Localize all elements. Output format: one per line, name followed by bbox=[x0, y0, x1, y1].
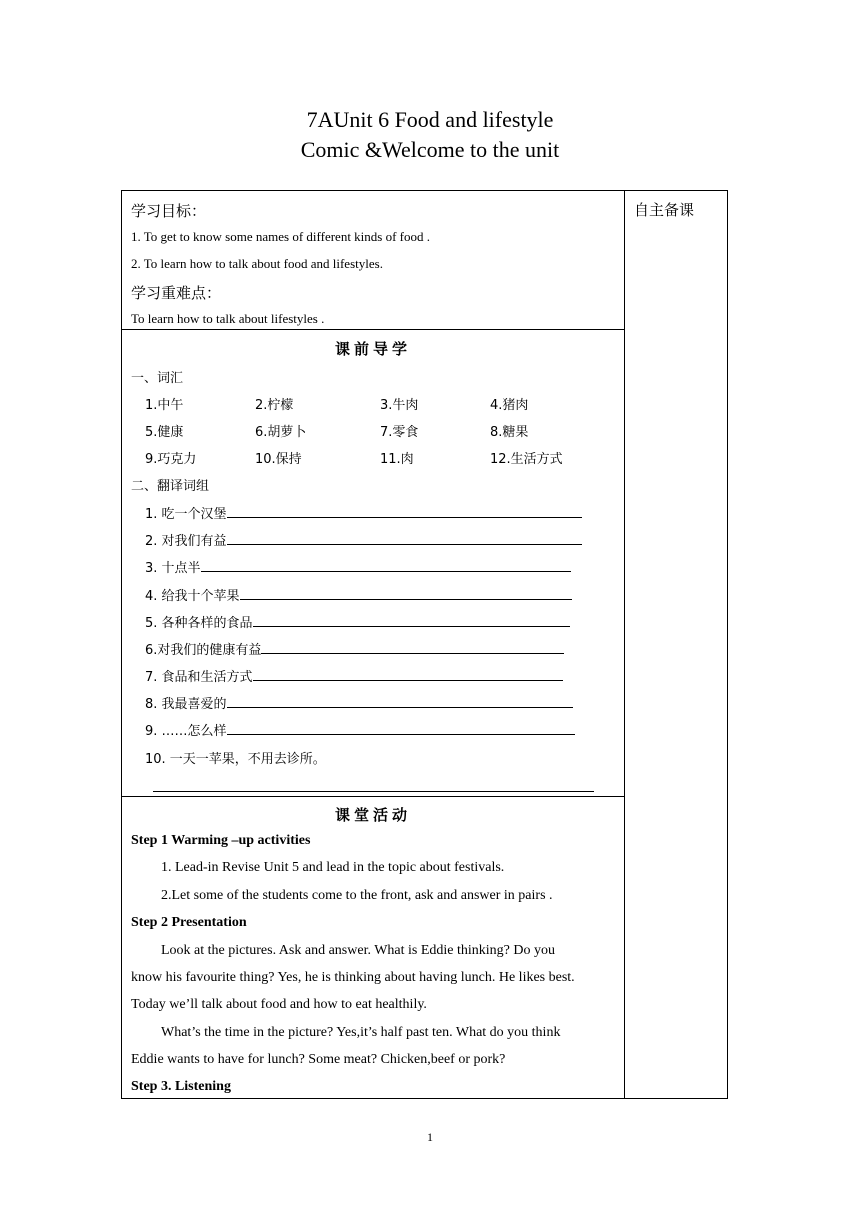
phrase-item bbox=[145, 693, 573, 712]
objective-item: 1. To get to know some names of different kinds of food . bbox=[131, 229, 431, 244]
preview-heading: 课前导学 bbox=[334, 340, 411, 358]
paragraph-line: Eddie wants to have for lunch? Some meat? Chicken,beef or pork? bbox=[131, 1052, 506, 1067]
phrase-item bbox=[145, 503, 582, 522]
phrase-text: 6.对我们的健康有益 bbox=[145, 643, 262, 658]
phrase-text: 2. 对我们有益 bbox=[145, 534, 227, 549]
activities-heading: 课堂活动 bbox=[334, 806, 411, 824]
row-divider bbox=[122, 796, 624, 797]
answer-blank bbox=[261, 640, 564, 654]
vocab-item: 11.肉 bbox=[380, 452, 414, 467]
phrase-text: 3. 十点半 bbox=[145, 561, 201, 576]
step-heading: Step 2 Presentation bbox=[131, 915, 247, 930]
objective-item: 2. To learn how to talk about food and lifestyles. bbox=[131, 256, 383, 271]
doc-title: 7AUnit 6 Food and lifestyle bbox=[306, 107, 554, 132]
answer-blank bbox=[227, 694, 573, 708]
self-prep-label: 自主备课 bbox=[634, 201, 695, 219]
phrase-text: 8. 我最喜爱的 bbox=[145, 697, 227, 712]
phrase-item: 10. 一天一苹果，不用去诊所。 bbox=[145, 752, 326, 767]
answer-blank bbox=[227, 531, 582, 545]
answer-blank bbox=[201, 558, 571, 572]
objectives-heading: 学习目标： bbox=[131, 202, 207, 220]
page-number: 1 bbox=[427, 1130, 433, 1144]
phrase-heading: 二、翻译词组 bbox=[131, 479, 210, 494]
answer-blank bbox=[253, 613, 570, 627]
row-divider bbox=[122, 329, 624, 330]
phrase-item bbox=[145, 557, 571, 576]
step-heading: Step 3. Listening bbox=[131, 1079, 231, 1094]
phrase-item bbox=[145, 666, 563, 685]
vocab-item: 2.柠檬 bbox=[255, 398, 294, 413]
phrase-text: 4. 给我十个苹果 bbox=[145, 589, 240, 604]
vocab-item: 8.糖果 bbox=[490, 425, 529, 440]
phrase-text: 5. 各种各样的食品 bbox=[145, 616, 253, 631]
step-item: 2.Let some of the students come to the front, ask and answer in pairs . bbox=[161, 888, 553, 903]
vocab-item: 6.胡萝卜 bbox=[255, 425, 307, 440]
paragraph-line: Look at the pictures. Ask and answer. What is Eddie thinking? Do you bbox=[161, 943, 556, 958]
key-points-heading: 学习重难点： bbox=[131, 284, 222, 302]
vocab-item: 7.零食 bbox=[380, 425, 419, 440]
step-heading: Step 1 Warming –up activities bbox=[131, 833, 311, 848]
phrase-item bbox=[145, 612, 570, 631]
step-item: 1. Lead-in Revise Unit 5 and lead in the topic about festivals. bbox=[161, 860, 505, 875]
answer-blank bbox=[153, 791, 594, 792]
key-points-text: To learn how to talk about lifestyles . bbox=[131, 311, 325, 326]
paragraph-line: What’s the time in the picture? Yes,it’s half past ten. What do you think bbox=[161, 1025, 561, 1040]
lesson-table bbox=[121, 190, 728, 1099]
phrase-text: 1. 吃一个汉堡 bbox=[145, 507, 227, 522]
paragraph-line: Today we’ll talk about food and how to eat healthily. bbox=[131, 997, 427, 1012]
phrase-item bbox=[145, 530, 582, 549]
answer-blank bbox=[253, 667, 563, 681]
vocab-heading: 一、词汇 bbox=[131, 371, 184, 386]
phrase-text: 9. ……怎么样 bbox=[145, 724, 227, 739]
vocab-item: 4.猪肉 bbox=[490, 398, 529, 413]
phrase-text: 7. 食品和生活方式 bbox=[145, 670, 253, 685]
answer-blank bbox=[227, 504, 582, 518]
column-divider bbox=[624, 191, 625, 1098]
phrase-item bbox=[145, 720, 575, 739]
vocab-item: 9.巧克力 bbox=[145, 452, 197, 467]
phrase-item bbox=[145, 639, 564, 658]
vocab-item: 3.牛肉 bbox=[380, 398, 419, 413]
phrase-item bbox=[145, 585, 572, 604]
vocab-item: 1.中午 bbox=[145, 398, 184, 413]
vocab-item: 12.生活方式 bbox=[490, 452, 563, 467]
doc-subtitle: Comic &Welcome to the unit bbox=[300, 137, 560, 162]
paragraph-line: know his favourite thing? Yes, he is thinking about having lunch. He likes best. bbox=[131, 970, 575, 985]
answer-blank bbox=[227, 721, 575, 735]
vocab-item: 5.健康 bbox=[145, 425, 184, 440]
vocab-item: 10.保持 bbox=[255, 452, 302, 467]
answer-blank bbox=[240, 586, 572, 600]
